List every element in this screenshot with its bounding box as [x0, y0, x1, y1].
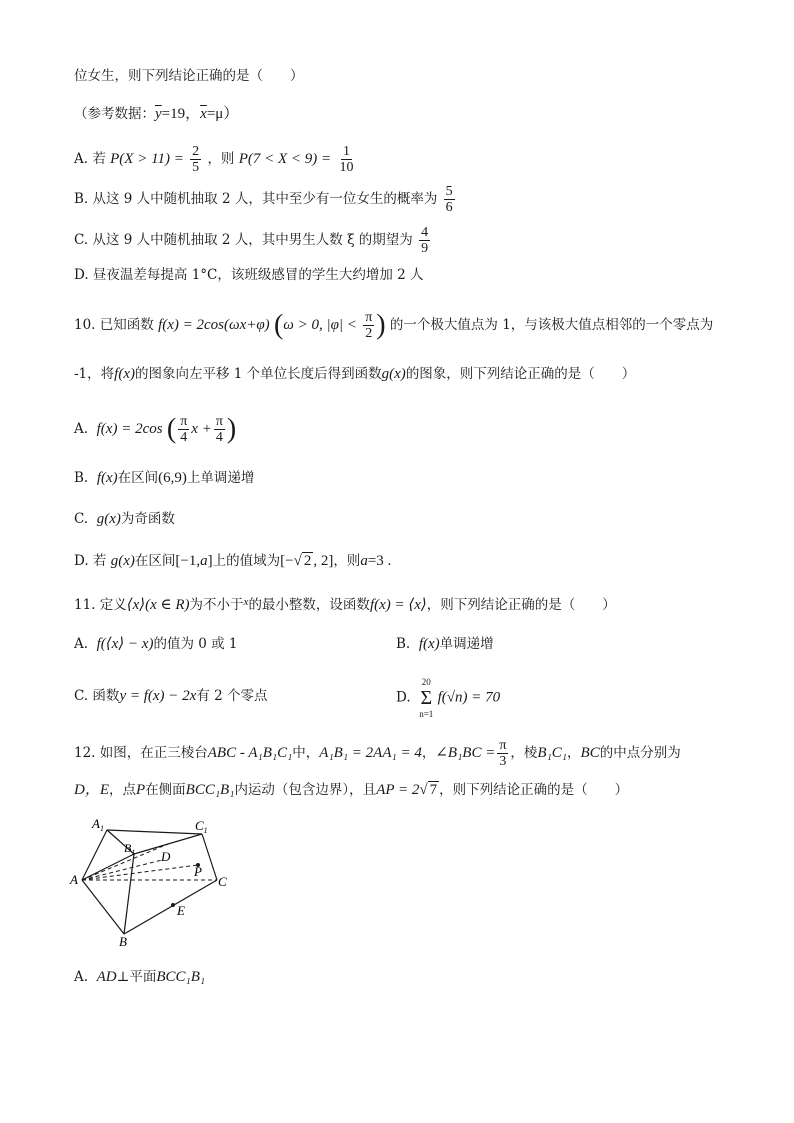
q10-stem-line1: 10. 已知函数 f(x) = 2cos(ωx+φ) (ω > 0, |φ| < $\frac{\pi}{2}$ ) 的一个极大值点为 1，与该极大值点相邻的一个零点为	[74, 309, 714, 341]
q10-stem-line2: -1，将f(x)的图象向左平移 1 个单位长度后得到函数g(x)的图象，则下列结论正确的是（ ）	[74, 366, 636, 382]
q10-option-a: A. f(x) = 2cos ( $\frac{\pi}{4}$ x + $\frac{\pi}{4}$ )	[74, 413, 237, 445]
q10-option-b: B. f(x)在区间(6,9)上单调递增	[74, 470, 255, 486]
q11-stem: 11. 定义⟨x⟩(x ∈ R)为不小于$^x$的最小整数，设函数f(x) = ⟨x⟩，则下列结论正确的是（ ）	[74, 596, 616, 613]
q9-option-a: A. 若 P(X > 11) = $\frac{2}{5}$ ，则 P(7 < X < 9) = $\frac{1}{10}$	[74, 144, 354, 175]
edge-a-b1	[82, 854, 134, 880]
q12-stem-line1: 12. 如图，在正三棱台ABC - A₁B₁C₁中，A₁B₁ = 2AA₁ = 4，∠B₁BC = $\frac{\pi}{3}$ ，棱B₁C₁，BC的中点分别为	[74, 738, 681, 769]
q10-option-d: D. 若 g(x)在区间[−1,a]上的值域为[−√ 2 , 2]，则a=3 .	[74, 553, 392, 569]
label-c: C	[218, 874, 227, 889]
edge-c-c1	[202, 834, 217, 880]
q11-option-b: B. f(x)单调递增	[396, 636, 494, 652]
label-e: E	[177, 903, 185, 918]
edge-b-c	[124, 880, 217, 934]
edge-b-b1	[124, 854, 134, 934]
frustum-figure	[62, 808, 252, 958]
q9-option-b: B. 从这 9 人中随机抽取 2 人，其中至少有一位女生的概率为 $\frac{5}{6}$	[74, 184, 453, 215]
q9-option-d: D. 昼夜温差每提高 1°C，该班级感冒的学生大约增加 2 人	[74, 267, 424, 283]
label-c1: $C_1$	[195, 818, 208, 835]
q9-stem-tail: 位女生，则下列结论正确的是（ ）	[74, 68, 304, 84]
q11-option-a: A. f(⟨x⟩ − x)的值为 0 或 1	[74, 636, 238, 652]
label-a1: $A_1$	[92, 816, 104, 833]
label-p: P	[194, 864, 202, 879]
edge-a-b	[82, 880, 124, 934]
label-b: B	[119, 934, 127, 949]
q11-option-c: C. 函数y = f(x) − 2x有 2 个零点	[74, 688, 268, 704]
reference-data: （参考数据：$\overline{y}=19$，$\overline{x}=\mu$）	[74, 106, 239, 122]
label-d: D	[161, 849, 171, 864]
q10-option-c: C. g(x)为奇函数	[74, 511, 175, 527]
point-e	[171, 903, 175, 907]
q11-option-d: D. 20 Σ n=1 f(√n) = 70	[396, 677, 501, 719]
label-b1: $B_1$	[124, 841, 136, 857]
edge-a-a1	[82, 830, 107, 880]
q9-option-c: C. 从这 9 人中随机抽取 2 人，其中男生人数 ξ 的期望为 $\frac{4}{9}$	[74, 225, 429, 256]
q12-option-a: A. AD⊥平面BCC₁B₁	[74, 969, 206, 985]
edge-a1-c1	[107, 830, 202, 834]
edge-a-p	[82, 865, 198, 880]
label-a: A	[70, 872, 78, 887]
q12-stem-line2: D，E，点P在侧面BCC₁B₁内运动（包含边界），且AP = 2√ 7 ，则下列结论正确的是（ ）	[74, 782, 629, 798]
